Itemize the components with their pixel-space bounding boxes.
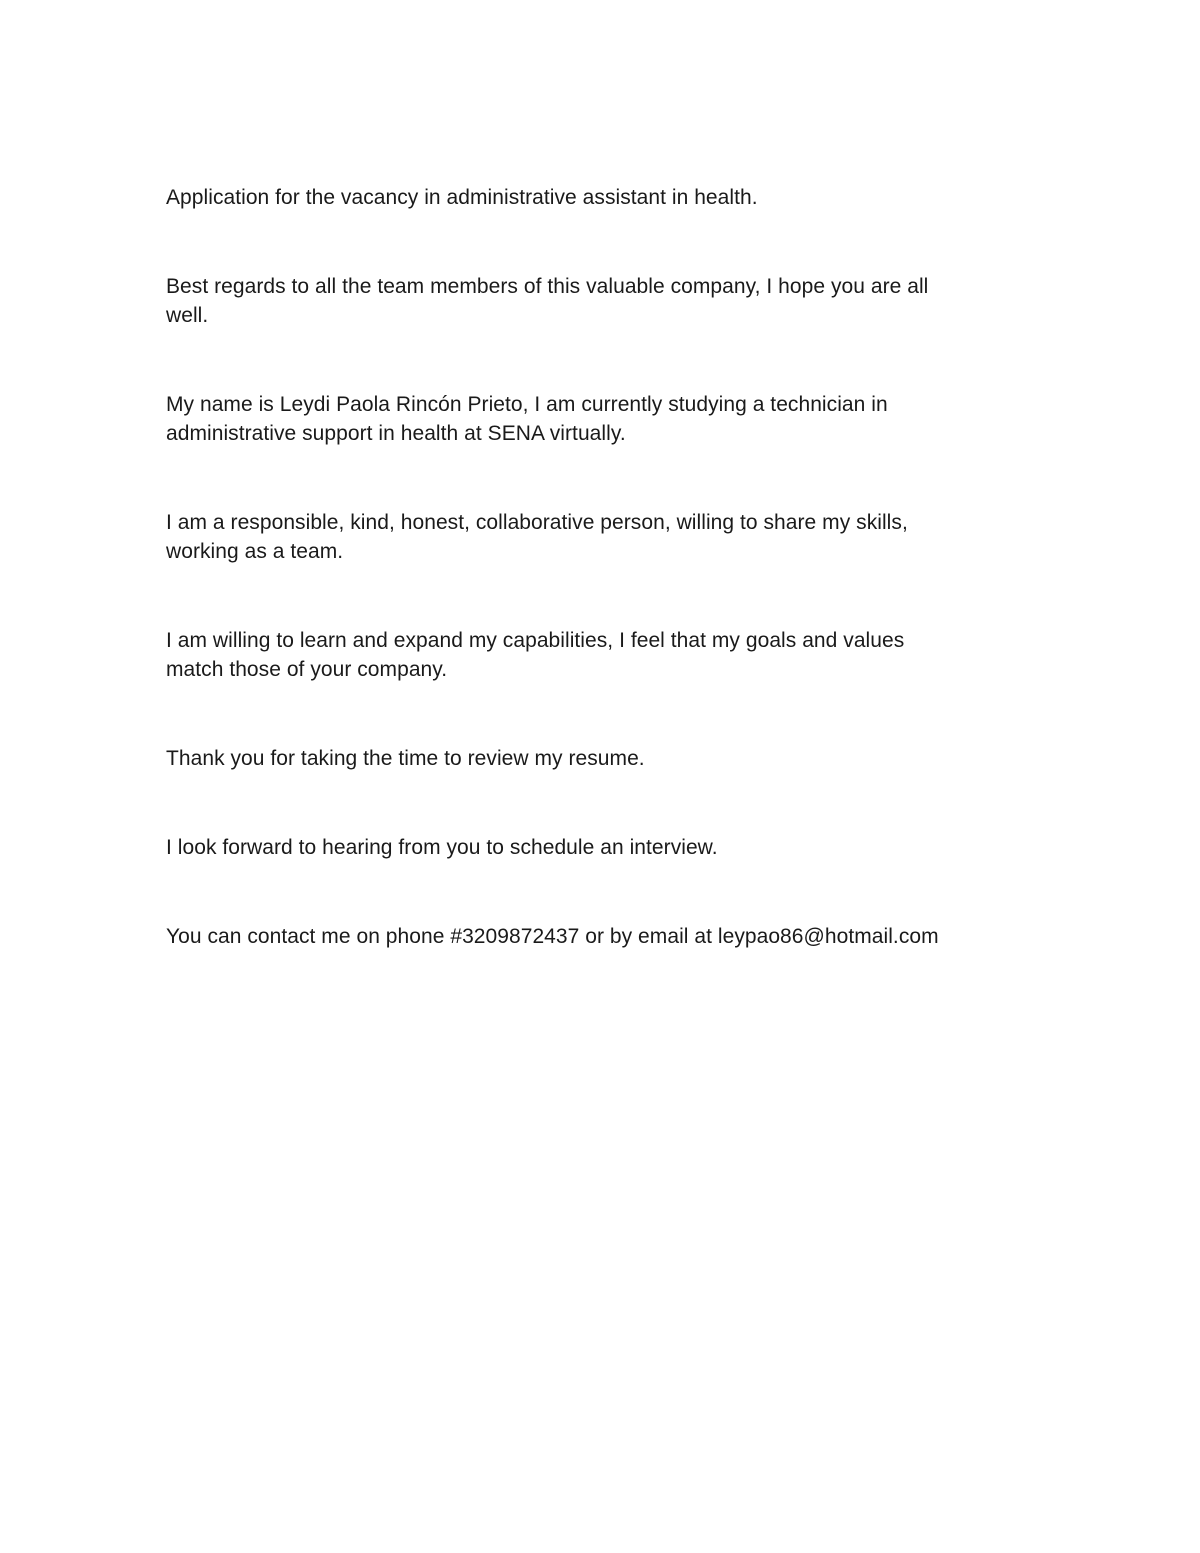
goals-line-1: I am willing to learn and expand my capabilities, I feel that my goals and values: [166, 629, 905, 652]
greeting-line-1: Best regards to all the team members of this valuable company, I hope you are all: [166, 275, 929, 298]
intro-line-2: administrative support in health at SENA virtually.: [166, 422, 626, 445]
interview-paragraph: [166, 833, 1046, 862]
qualities-line-2: working as a team.: [166, 540, 344, 563]
goals-paragraph: [166, 626, 1046, 684]
interview-text: I look forward to hearing from you to schedule an interview.: [166, 836, 718, 859]
contact-text: You can contact me on phone #3209872437 or by email at leypao86@hotmail.com: [166, 925, 939, 948]
thanks-text: Thank you for taking the time to review my resume.: [166, 747, 645, 770]
subject-text: Application for the vacancy in administrative assistant in health.: [166, 186, 758, 209]
intro-paragraph: [166, 390, 1046, 448]
qualities-line-1: I am a responsible, kind, honest, collaborative person, willing to share my skills,: [166, 511, 908, 534]
intro-line-1: My name is Leydi Paola Rincón Prieto, I am currently studying a technician in: [166, 393, 888, 416]
qualities-paragraph: [166, 508, 1046, 566]
thanks-paragraph: [166, 744, 1046, 773]
contact-paragraph: [166, 922, 1046, 951]
subject-line: [166, 183, 1046, 212]
greeting-paragraph: [166, 272, 1046, 330]
goals-line-2: match those of your company.: [166, 658, 448, 681]
cover-letter-body: [166, 183, 1046, 1011]
greeting-line-2: well.: [166, 304, 209, 327]
